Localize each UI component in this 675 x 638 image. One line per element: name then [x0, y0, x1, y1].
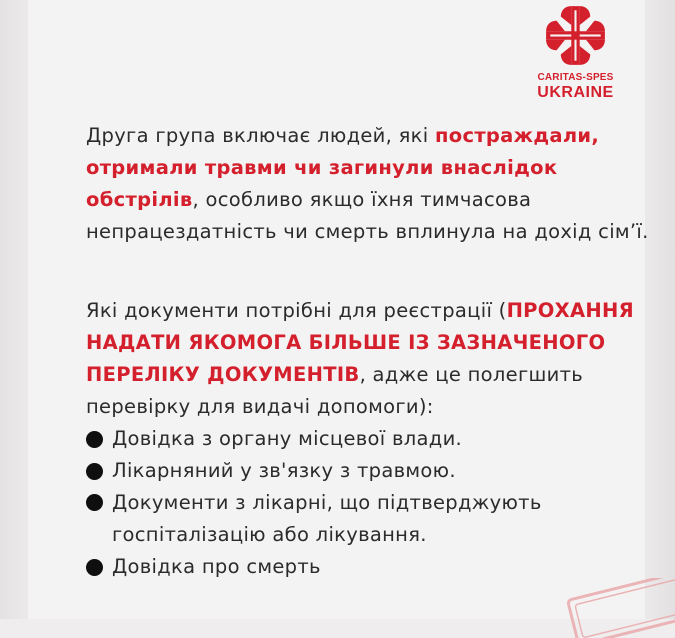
paragraph-documents	[86, 295, 656, 423]
bullet-icon	[86, 431, 103, 448]
paragraph2-text-end: , адже це полегшить перевірку для видачі допомоги):	[86, 363, 584, 418]
paragraph-affected-group	[86, 120, 656, 248]
list-item-text: Документи з лікарні, що підтверджують госпіталізацію або лікування.	[112, 491, 542, 546]
paragraph1-text-end: , особливо якщо їхня тимчасова непрацездатність чи смерть вплинула на дохід сім’ї.	[86, 188, 649, 243]
decorative-stamp-icon	[565, 578, 675, 638]
paragraph1-highlight: постраждали, отримали травми чи загинули внаслідок обстрілів	[86, 124, 600, 211]
logo-text-bottom: UKRAINE	[537, 84, 614, 101]
paragraph2-text-start: Які документи потрібні для реєстрації (	[86, 299, 507, 322]
list-item-text: Довідка з органу місцевої влади.	[112, 427, 463, 450]
list-item	[86, 455, 656, 487]
bullet-icon	[86, 463, 103, 480]
list-item	[86, 487, 656, 551]
caritas-cross-icon	[544, 4, 607, 67]
info-card	[28, 0, 649, 619]
paragraph1-text-start: Друга група включає людей, які	[86, 124, 435, 147]
bullet-icon	[86, 494, 103, 511]
bullet-icon	[86, 559, 103, 576]
paragraph2-highlight: ПРОХАННЯ НАДАТИ ЯКОМОГА БІЛЬШЕ ІЗ ЗАЗНАЧЕНОГО ПЕРЕЛІКУ ДОКУМЕНТІВ	[86, 299, 634, 386]
left-margin	[0, 0, 28, 619]
main-text	[86, 120, 656, 583]
list-item	[86, 423, 656, 455]
caritas-logo	[528, 4, 623, 104]
documents-list	[86, 423, 656, 583]
logo-text-top: CARITAS-SPES	[537, 72, 614, 83]
list-item-text: Лікарняний у зв'язку з травмою.	[112, 459, 456, 482]
spacer	[86, 248, 656, 295]
list-item-text: Довідка про смерть	[112, 555, 321, 578]
